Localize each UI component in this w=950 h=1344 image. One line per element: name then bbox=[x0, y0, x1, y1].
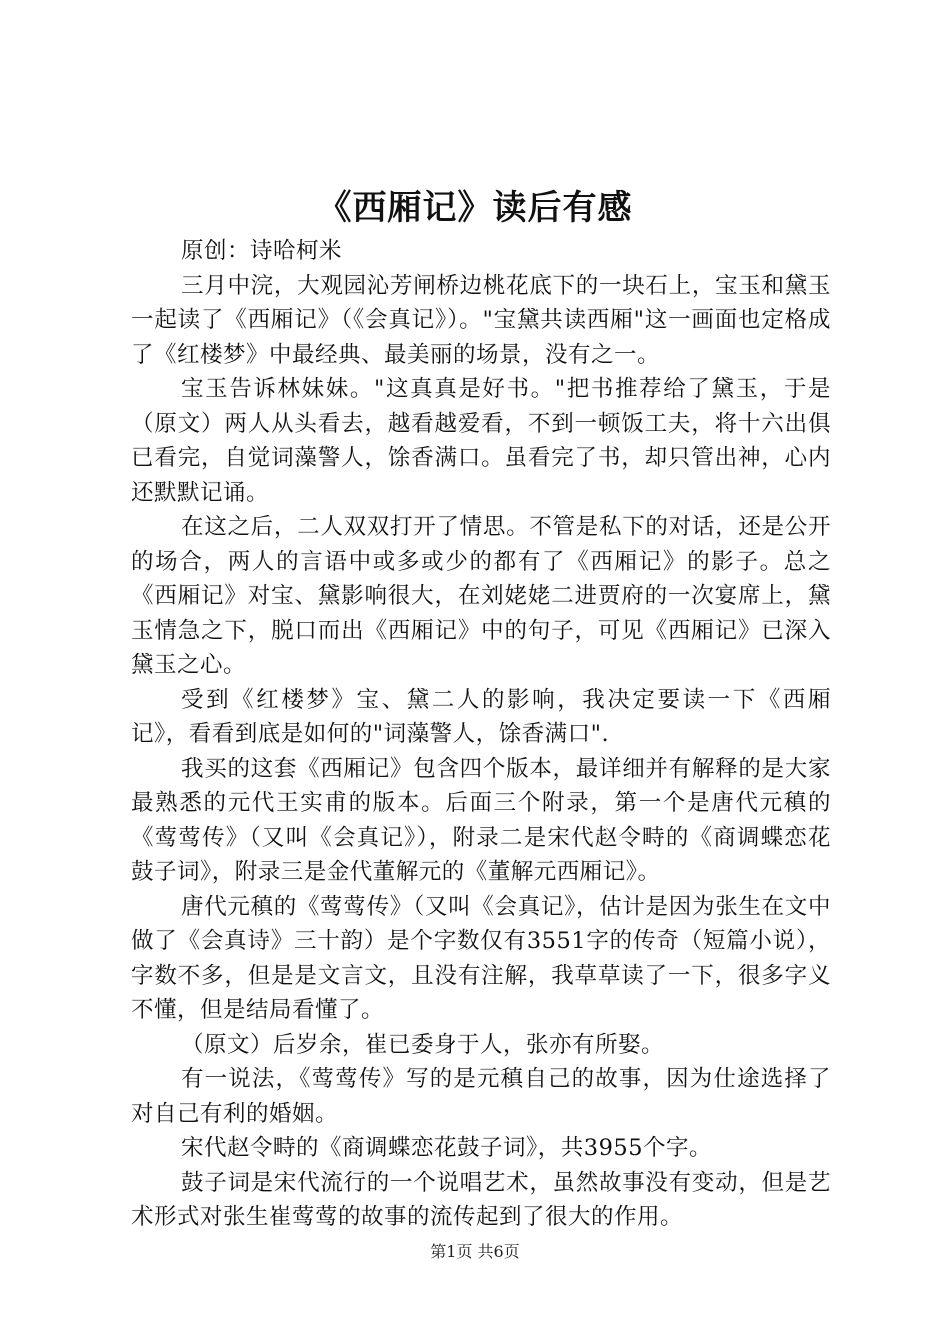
document-body bbox=[131, 234, 831, 1235]
document-title: 《西厢记》读后有感 bbox=[317, 188, 633, 228]
paragraph: 宋代赵令畤的《商调蝶恋花鼓子词》，共3955个字。 bbox=[181, 1135, 713, 1161]
paragraph: 受到《红楼梦》宝、黛二人的影响，我决定要读一下《西厢记》，看看到底是如何的"词藻警人，馀香满口". bbox=[131, 686, 831, 747]
paragraph: 鼓子词是宋代流行的一个说唱艺术，虽然故事没有变动，但是艺术形式对张生崔莺莺的故事的流传起到了很大的作用。 bbox=[131, 1169, 831, 1230]
page-number: 第1页 共6页 bbox=[430, 1242, 520, 1261]
paragraph: （原文）后岁余，崔已委身于人，张亦有所娶。 bbox=[181, 1031, 665, 1058]
paragraph: 我买的这套《西厢记》包含四个版本，最详细并有解释的是大家最熟悉的元代王实甫的版本。后面三个附录，第一个是唐代元稹的《莺莺传》（又叫《会真记》），附录二是宋代赵令畤的《商调蝶恋花鼓子词》，附录三是金代董解元的《董解元西厢记》。 bbox=[131, 755, 831, 885]
paragraph: 在这之后，二人双双打开了情思。不管是私下的对话，还是公开的场合，两人的言语中或多或少的都有了《西厢记》的影子。总之《西厢记》对宝、黛影响很大，在刘姥姥二进贾府的一次宴席上，黛玉情急之下，脱口而出《西厢记》中的句子，可见《西厢记》已深入黛玉之心。 bbox=[131, 514, 831, 678]
paragraph: 三月中浣，大观园沁芳闸桥边桃花底下的一块石上，宝玉和黛玉一起读了《西厢记》（《会真记》）。"宝黛共读西厢"这一画面也定格成了《红楼梦》中最经典、最美丽的场景，没有之一。 bbox=[131, 272, 831, 368]
paragraph: 唐代元稹的《莺莺传》（又叫《会真记》，估计是因为张生在文中做了《会真诗》三十韵）是个字数仅有3551字的传奇（短篇小说），字数不多，但是是文言文，且没有注解，我草草读了一下，很多字义不懂，但是结局看懂了。 bbox=[131, 893, 831, 1023]
paragraph: 宝玉告诉林妹妹。"这真真是好书。"把书推荐给了黛玉，于是（原文）两人从头看去，越看越爱看，不到一顿饭工夫，将十六出俱已看完，自觉词藻警人，馀香满口。虽看完了书，却只管出神，心内还默默记诵。 bbox=[131, 376, 831, 506]
paragraph: 有一说法，《莺莺传》写的是元稹自己的故事，因为仕途选择了对自己有利的婚姻。 bbox=[131, 1066, 831, 1127]
author-line: 原创：诗哈柯米 bbox=[181, 238, 343, 264]
